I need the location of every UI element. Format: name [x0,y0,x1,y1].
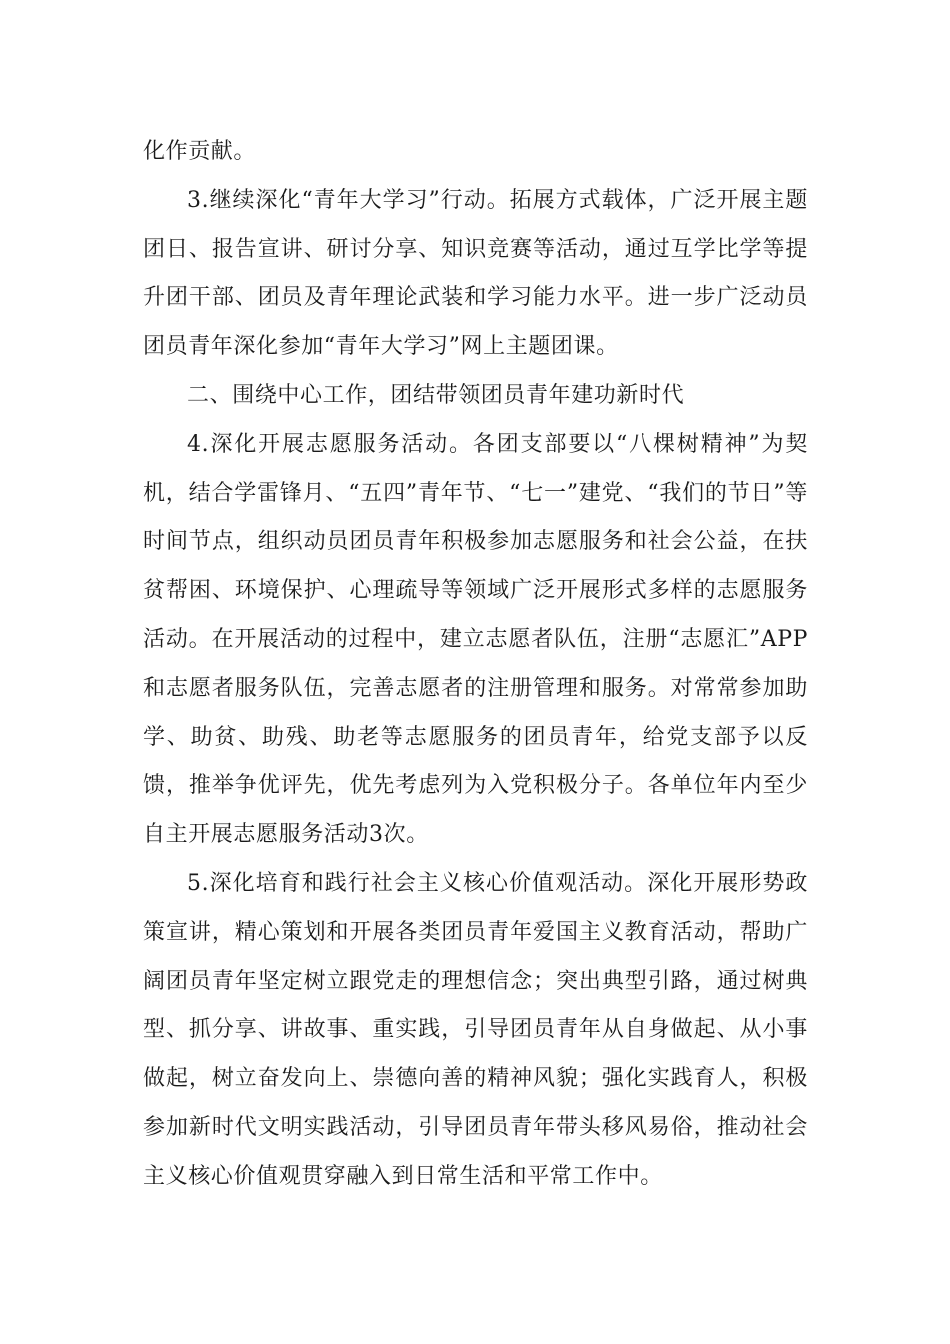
paragraph-item-4-volunteer-service: 4.深化开展志愿服务活动。各团支部要以“八棵树精神”为契机，结合学雷锋月、“五四”青年节、“七一”建党、“我们的节日”等时间节点，组织动员团员青年积极参加志愿服务和社会公益，在扶贫帮困、环境保护、心理疏导等领域广泛开展形式多样的志愿服务活动。在开展活动的过程中，建立志愿者队伍，注册“志愿汇”APP 和志愿者服务队伍，完善志愿者的注册管理和服务。对常常参加助学、助贫、助残、助老等志愿服务的团员青年，给党支部予以反馈，推举争优评先，优先考虑列为入党积极分子。各单位年内至少自主开展志愿服务活动3次。 [143,431,808,848]
paragraph-item-3-youth-study: 3.继续深化“青年大学习”行动。拓展方式载体，广泛开展主题团日、报告宣讲、研讨分享、知识竞赛等活动，通过互学比学等提升团干部、团员及青年理论武装和学习能力水平。进一步广泛动员团员青年深化参加“青年大学习”网上主题团课。 [143,187,808,360]
paragraph-item-5-core-values: 5.深化培育和践行社会主义核心价值观活动。深化开展形势政策宣讲，精心策划和开展各类团员青年爱国主义教育活动，帮助广阔团员青年坚定树立跟党走的理想信念；突出典型引路，通过树典型、抓分享、讲故事、重实践，引导团员青年从自身做起、从小事做起，树立奋发向上、崇德向善的精神风貌；强化实践育人，积极参加新时代文明实践活动，引导团员青年带头移风易俗，推动社会主义核心价值观贯穿融入到日常生活和平常工作中。 [143,870,808,1189]
document-body [143,128,808,1202]
paragraph-continuation: 化作贡献。 [143,139,257,164]
section-heading-2: 二、围绕中心工作，团结带领团员青年建功新时代 [187,382,685,408]
